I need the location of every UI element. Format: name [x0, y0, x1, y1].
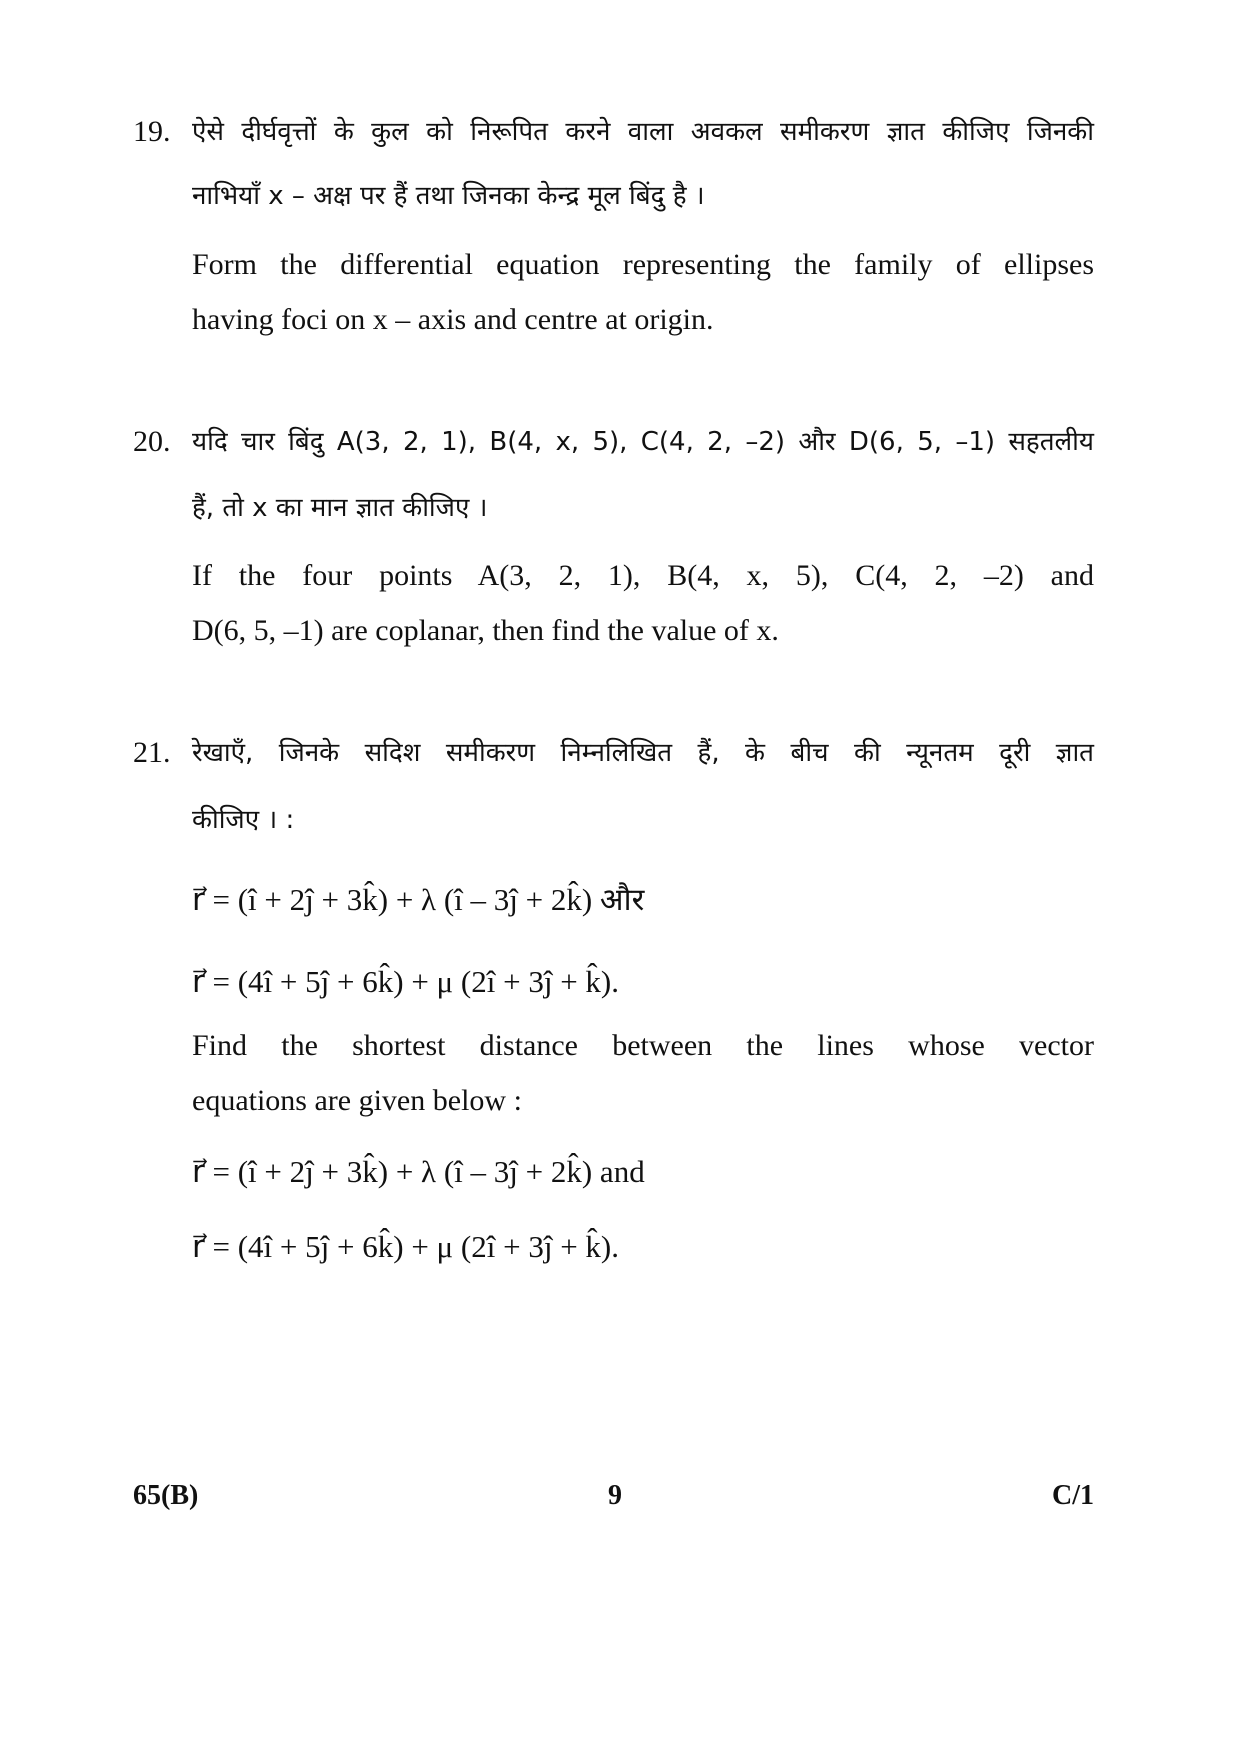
set-code: C/1	[1052, 1480, 1094, 1511]
q20-hindi-line-1: यदि चार बिंदु A(3, 2, 1), B(4, x, 5), C(4, 2, –2) और D(6, 5, –1) सहतलीय	[192, 427, 1094, 457]
q21-english-line-2: equations are given below :	[192, 1084, 522, 1117]
q21-english-equation-1: r⃗ = (î + 2ĵ + 3k̂) + λ (î – 3ĵ + 2k̂) and	[192, 1154, 645, 1189]
q21-english-line-1: Find the shortest distance between the lines whose vector	[192, 1029, 1094, 1062]
q19-english-line-1: Form the differential equation representing the family of ellipses	[192, 248, 1094, 281]
paper-code: 65(B)	[133, 1480, 199, 1511]
q20-english-line-2: D(6, 5, –1) are coplanar, then find the value of x.	[192, 614, 779, 647]
q20-hindi-line-2: हैं, तो x का मान ज्ञात कीजिए ।	[192, 493, 488, 523]
q20-english-line-1: If the four points A(3, 2, 1), B(4, x, 5), C(4, 2, –2) and	[192, 559, 1094, 592]
q21-hindi-equation-1: r⃗ = (î + 2ĵ + 3k̂) + λ (î – 3ĵ + 2k̂) और	[192, 882, 645, 917]
question-number-20: 20.	[133, 425, 171, 458]
page-number: 9	[608, 1480, 622, 1511]
question-number-19: 19.	[133, 115, 171, 148]
q19-hindi-line-1: ऐसे दीर्घवृत्तों के कुल को निरूपित करने वाला अवकल समीकरण ज्ञात कीजिए जिनकी	[192, 117, 1094, 147]
q21-hindi-line-1: रेखाएँ, जिनके सदिश समीकरण निम्नलिखित हैं, के बीच की न्यूनतम दूरी ज्ञात	[192, 738, 1094, 768]
q21-hindi-equation-2: r⃗ = (4î + 5ĵ + 6k̂) + μ (2î + 3ĵ + k̂).	[192, 964, 620, 999]
q19-hindi-line-2: नाभियाँ x – अक्ष पर हैं तथा जिनका केन्द्र मूल बिंदु है ।	[192, 181, 705, 211]
q21-hindi-line-2: कीजिए । :	[192, 805, 295, 835]
q21-english-equation-2: r⃗ = (4î + 5ĵ + 6k̂) + μ (2î + 3ĵ + k̂).	[192, 1229, 620, 1264]
q19-english-line-2: having foci on x – axis and centre at origin.	[192, 303, 714, 336]
question-number-21: 21.	[133, 736, 171, 769]
